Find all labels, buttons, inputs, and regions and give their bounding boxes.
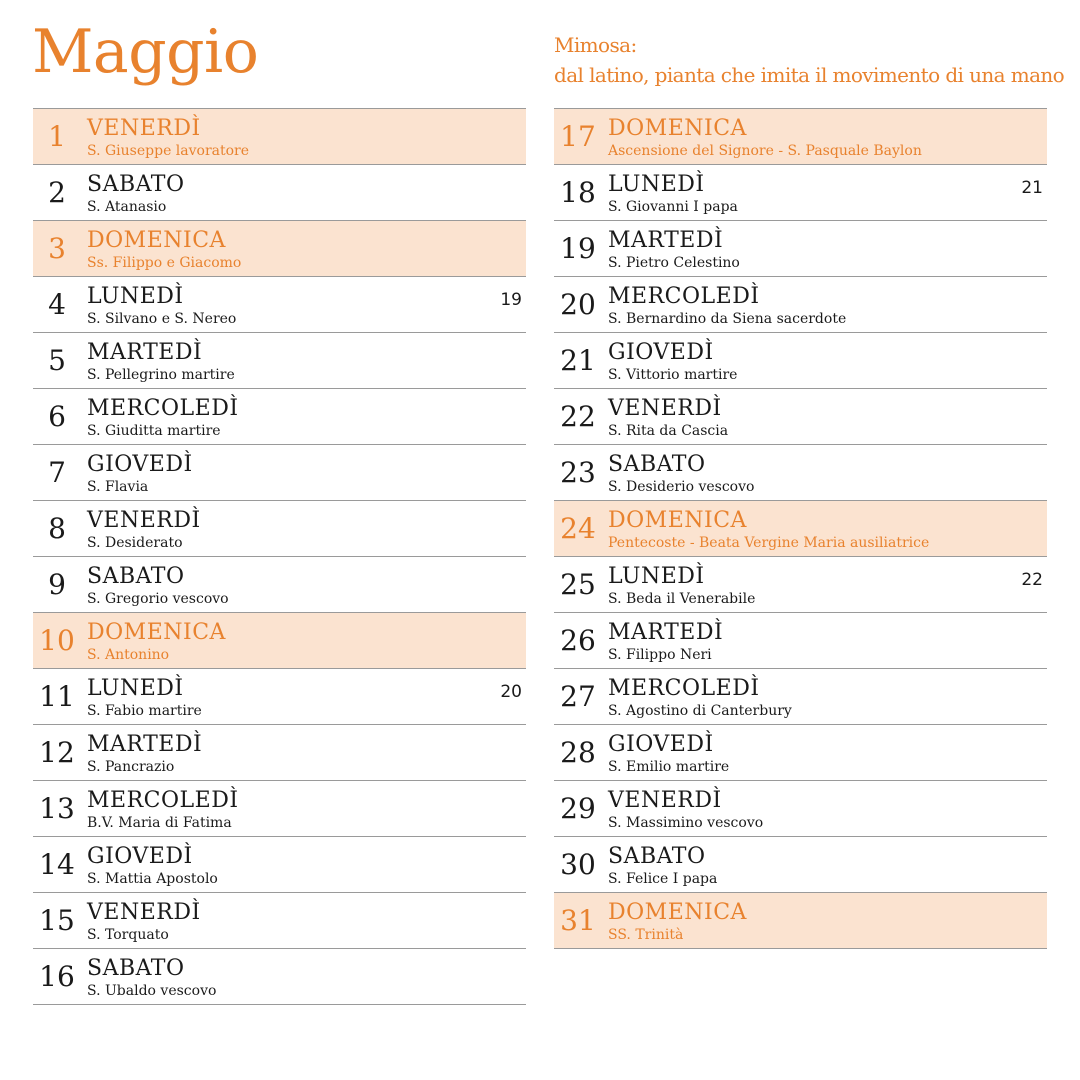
month-title: Maggio <box>32 17 259 87</box>
weekday-name: MARTEDÌ <box>608 620 724 645</box>
day-number: 8 <box>48 512 66 545</box>
day-row <box>554 893 1047 949</box>
weekday-name: GIOVEDÌ <box>87 452 193 477</box>
day-number: 22 <box>560 400 596 433</box>
saint-name: S. Torquato <box>87 927 169 943</box>
day-number: 13 <box>39 792 75 825</box>
day-row <box>554 109 1047 165</box>
day-number: 27 <box>560 680 596 713</box>
week-number: 21 <box>1021 178 1043 198</box>
weekday-name: VENERDÌ <box>87 900 201 925</box>
day-number: 29 <box>560 792 596 825</box>
right-day-column <box>554 108 1047 949</box>
day-row <box>33 165 526 221</box>
day-row <box>554 389 1047 445</box>
day-number: 15 <box>39 904 75 937</box>
day-row <box>554 501 1047 557</box>
day-row <box>33 109 526 165</box>
day-number: 12 <box>39 736 75 769</box>
day-number: 31 <box>560 904 596 937</box>
weekday-name: VENERDÌ <box>608 396 722 421</box>
weekday-name: SABATO <box>87 564 185 589</box>
day-row <box>554 781 1047 837</box>
day-number: 17 <box>560 120 596 153</box>
weekday-name: LUNEDÌ <box>608 172 705 197</box>
day-number: 11 <box>39 680 75 713</box>
day-number: 7 <box>48 456 66 489</box>
day-row <box>33 613 526 669</box>
day-row <box>33 669 526 725</box>
saint-name: S. Emilio martire <box>608 759 730 775</box>
day-row <box>33 837 526 893</box>
saint-name: S. Pellegrino martire <box>87 367 235 383</box>
day-number: 16 <box>39 960 75 993</box>
day-row <box>33 221 526 277</box>
day-number: 3 <box>48 232 66 265</box>
day-number: 4 <box>48 288 66 321</box>
day-number: 21 <box>560 344 596 377</box>
day-row <box>33 781 526 837</box>
weekday-name: LUNEDÌ <box>608 564 705 589</box>
saint-name: S. Pancrazio <box>87 759 175 775</box>
weekday-name: MARTEDÌ <box>87 340 203 365</box>
saint-name: S. Desiderio vescovo <box>608 479 755 495</box>
saint-name: S. Rita da Cascia <box>608 423 729 439</box>
saint-name: Ascensione del Signore - S. Pasquale Baylon <box>608 143 922 159</box>
day-number: 19 <box>560 232 596 265</box>
weekday-name: GIOVEDÌ <box>608 340 714 365</box>
left-day-column <box>33 108 526 1005</box>
day-number: 26 <box>560 624 596 657</box>
saint-name: Pentecoste - Beata Vergine Maria ausiliatrice <box>608 535 930 551</box>
weekday-name: MERCOLEDÌ <box>608 284 760 309</box>
saint-name: S. Antonino <box>87 647 170 663</box>
saint-name: S. Vittorio martire <box>608 367 738 383</box>
day-number: 18 <box>560 176 596 209</box>
saint-name: SS. Trinità <box>608 927 684 943</box>
day-row <box>33 445 526 501</box>
day-row <box>554 277 1047 333</box>
quote-text: dal latino, pianta che imita il movimento di una mano <box>554 63 1065 87</box>
saint-name: S. Flavia <box>87 479 149 495</box>
day-row <box>554 557 1047 613</box>
day-row <box>554 669 1047 725</box>
day-row <box>33 557 526 613</box>
weekday-name: SABATO <box>608 452 706 477</box>
day-row <box>554 725 1047 781</box>
weekday-name: LUNEDÌ <box>87 676 184 701</box>
weekday-name: SABATO <box>608 844 706 869</box>
weekday-name: MERCOLEDÌ <box>87 396 239 421</box>
day-row <box>33 501 526 557</box>
weekday-name: DOMENICA <box>87 228 226 253</box>
saint-name: S. Gregorio vescovo <box>87 591 229 607</box>
weekday-name: DOMENICA <box>608 116 747 141</box>
saint-name: S. Desiderato <box>87 535 183 551</box>
saint-name: S. Silvano e S. Nereo <box>87 311 237 327</box>
plant-quote <box>554 30 1074 90</box>
day-row <box>33 949 526 1005</box>
day-row <box>554 165 1047 221</box>
week-number: 22 <box>1021 570 1043 590</box>
weekday-name: MERCOLEDÌ <box>87 788 239 813</box>
day-number: 2 <box>48 176 66 209</box>
day-number: 5 <box>48 344 66 377</box>
weekday-name: MARTEDÌ <box>608 228 724 253</box>
day-row <box>33 893 526 949</box>
weekday-name: GIOVEDÌ <box>87 844 193 869</box>
saint-name: S. Bernardino da Siena sacerdote <box>608 311 847 327</box>
day-row <box>33 389 526 445</box>
week-number: 20 <box>500 682 522 702</box>
saint-name: S. Agostino di Canterbury <box>608 703 792 719</box>
day-number: 23 <box>560 456 596 489</box>
day-number: 24 <box>560 512 596 545</box>
weekday-name: MERCOLEDÌ <box>608 676 760 701</box>
weekday-name: DOMENICA <box>87 620 226 645</box>
saint-name: S. Giuditta martire <box>87 423 221 439</box>
saint-name: B.V. Maria di Fatima <box>87 815 232 831</box>
weekday-name: DOMENICA <box>608 900 747 925</box>
weekday-name: GIOVEDÌ <box>608 732 714 757</box>
weekday-name: VENERDÌ <box>87 116 201 141</box>
saint-name: S. Giovanni I papa <box>608 199 738 215</box>
week-number: 19 <box>500 290 522 310</box>
saint-name: S. Atanasio <box>87 199 167 215</box>
day-number: 14 <box>39 848 75 881</box>
day-number: 20 <box>560 288 596 321</box>
weekday-name: VENERDÌ <box>608 788 722 813</box>
weekday-name: MARTEDÌ <box>87 732 203 757</box>
saint-name: S. Ubaldo vescovo <box>87 983 217 999</box>
day-row <box>554 333 1047 389</box>
saint-name: S. Filippo Neri <box>608 647 712 663</box>
day-row <box>33 333 526 389</box>
saint-name: S. Massimino vescovo <box>608 815 764 831</box>
saint-name: Ss. Filippo e Giacomo <box>87 255 242 271</box>
weekday-name: VENERDÌ <box>87 508 201 533</box>
day-number: 30 <box>560 848 596 881</box>
day-row <box>554 837 1047 893</box>
day-number: 28 <box>560 736 596 769</box>
day-number: 9 <box>48 568 66 601</box>
saint-name: S. Fabio martire <box>87 703 202 719</box>
saint-name: S. Pietro Celestino <box>608 255 740 271</box>
day-number: 10 <box>39 624 75 657</box>
saint-name: S. Felice I papa <box>608 871 718 887</box>
weekday-name: SABATO <box>87 172 185 197</box>
quote-title: Mimosa: <box>554 33 637 57</box>
saint-name: S. Beda il Venerabile <box>608 591 756 607</box>
saint-name: S. Mattia Apostolo <box>87 871 218 887</box>
saint-name: S. Giuseppe lavoratore <box>87 143 250 159</box>
day-number: 6 <box>48 400 66 433</box>
weekday-name: LUNEDÌ <box>87 284 184 309</box>
day-row <box>554 445 1047 501</box>
day-row <box>33 277 526 333</box>
day-row <box>554 613 1047 669</box>
weekday-name: DOMENICA <box>608 508 747 533</box>
day-number: 1 <box>48 120 66 153</box>
day-row <box>554 221 1047 277</box>
day-number: 25 <box>560 568 596 601</box>
weekday-name: SABATO <box>87 956 185 981</box>
day-row <box>33 725 526 781</box>
